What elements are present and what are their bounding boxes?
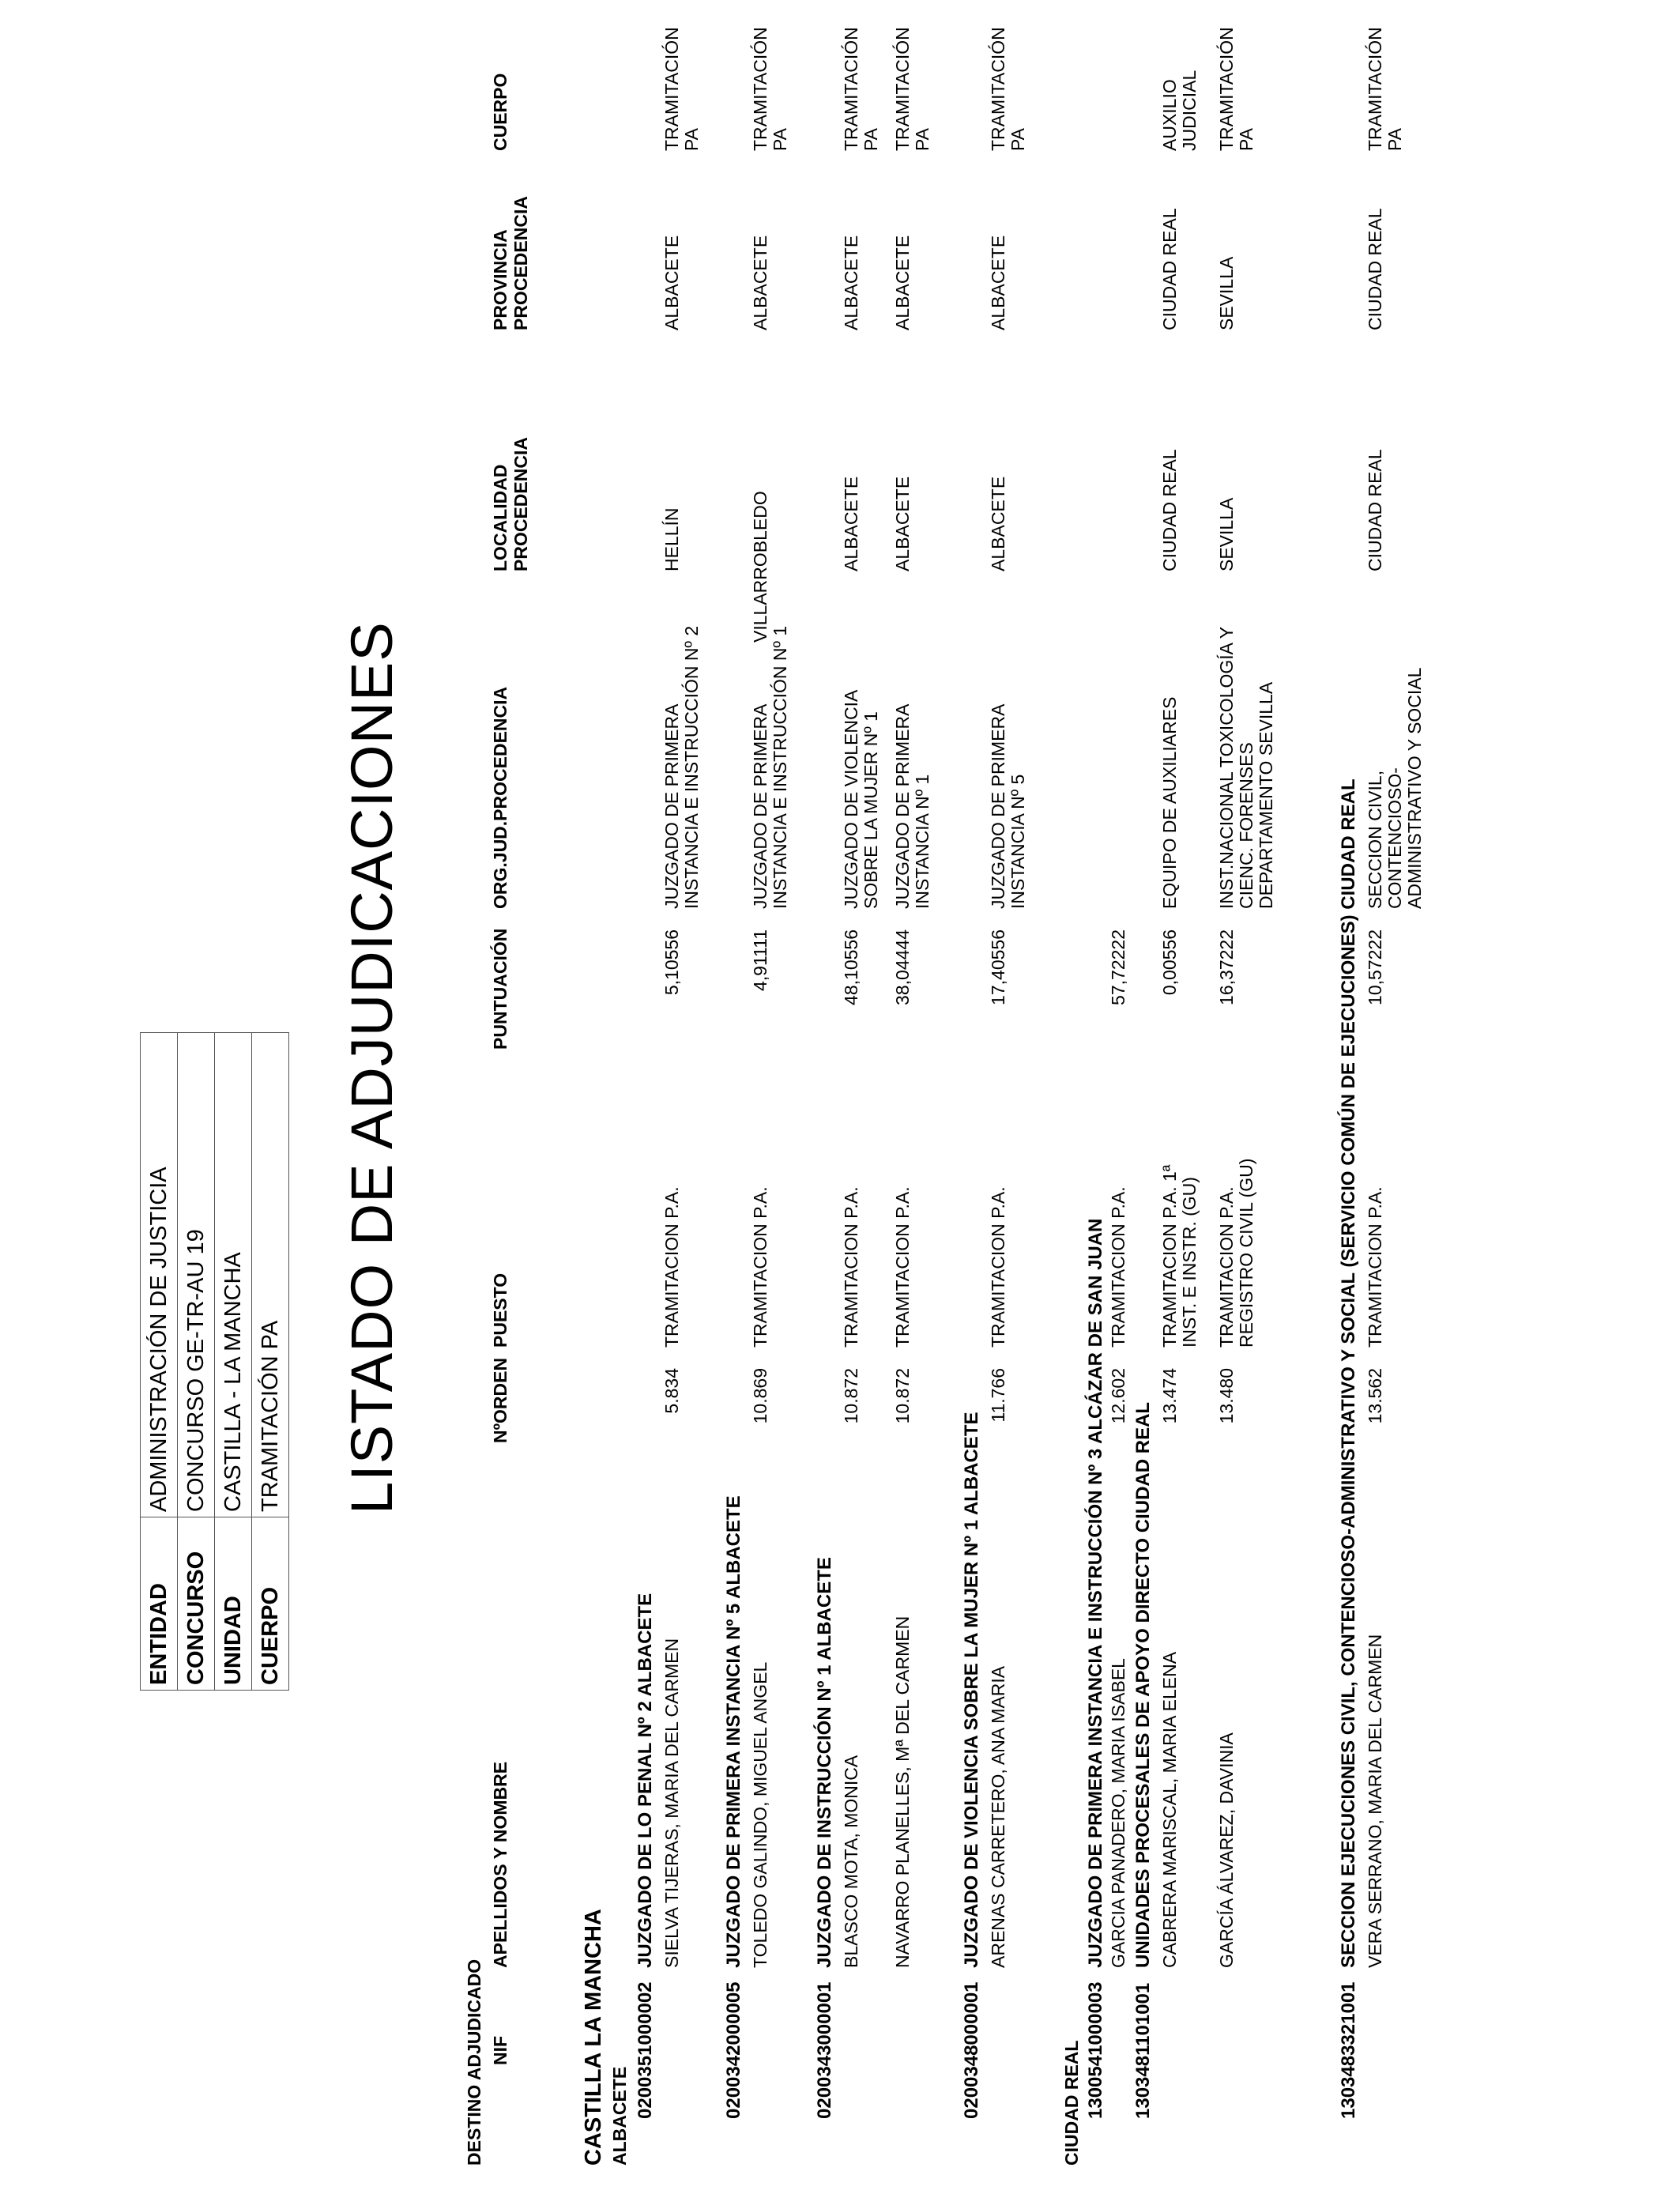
cell-provincia: ALBACETE (841, 235, 861, 330)
cell-puntuacion: 4,91111 (750, 929, 770, 992)
cell-puntuacion: 48,10556 (841, 929, 861, 1005)
cell-org-line: SOBRE LA MUJER Nº 1 (861, 711, 881, 909)
destination-code: 1303481101001 (1132, 1982, 1154, 2119)
cell-localidad: HELLÍN (661, 507, 682, 571)
info-row (252, 1033, 289, 1691)
info-table (140, 1032, 289, 1691)
cell-puntuacion: 0,00556 (1159, 929, 1180, 996)
cell-cuerpo (893, 27, 932, 151)
info-label: CONCURSO (178, 1517, 215, 1691)
province-heading: ALBACETE (609, 2066, 630, 2166)
header-org: ORG.JUD.PROCEDENCIA (490, 686, 510, 909)
destination-name: JUZGADO DE PRIMERA INSTANCIA E INSTRUCCIÓN Nº 3 ALCÁZAR DE SAN JUAN (1085, 1218, 1106, 1968)
cell-provincia: ALBACETE (750, 235, 770, 330)
destination-code: 1303483321001 (1338, 1981, 1359, 2119)
cell-localidad: VILLARROBLEDO (750, 491, 770, 643)
cell-orden: 10.872 (841, 1368, 861, 1424)
header-destino: DESTINO ADJUDICADO (464, 1958, 484, 2166)
header-localidad (490, 437, 531, 571)
cell-puesto-line: TRAMITACION P.A. (1108, 1186, 1128, 1348)
cell-localidad: SEVILLA (1216, 497, 1237, 571)
cell-cuerpo-line: TRAMITACIÓN (1365, 27, 1385, 151)
cell-cuerpo-line: TRAMITACIÓN (892, 27, 913, 151)
cell-org (989, 704, 1028, 909)
destination-code: 0200343000001 (814, 1981, 835, 2119)
cell-cuerpo-line: TRAMITACIÓN (988, 27, 1008, 151)
cell-orden: 12.602 (1108, 1368, 1128, 1424)
cell-org-line: SECCION CIVIL, (1365, 770, 1385, 909)
cell-org (1160, 697, 1180, 909)
cell-puntuacion: 57,72222 (1108, 929, 1128, 1005)
cell-nombre: SIELVA TIJERAS, MARIA DEL CARMEN (661, 1638, 682, 1968)
cell-puesto-line: TRAMITACION P.A. (661, 1186, 682, 1348)
cell-org-line: JUZGADO DE PRIMERA (750, 703, 770, 909)
cell-puesto-line: TRAMITACION P.A. 1ª (1159, 1164, 1180, 1348)
cell-puesto-line: TRAMITACION P.A. (750, 1186, 770, 1348)
cell-org-line: INSTANCIA Nº 1 (912, 774, 932, 909)
cell-cuerpo-line: PA (1236, 128, 1256, 151)
info-row (215, 1033, 252, 1691)
cell-org-line: INST.NACIONAL TOXICOLOGÍA Y (1216, 626, 1237, 909)
cell-puesto-line: TRAMITACION P.A. (1216, 1186, 1237, 1348)
page-title: LISTADO DE ADJUDICACIONES (339, 621, 405, 1514)
cell-puesto (751, 1186, 770, 1348)
header-cuerpo: CUERPO (490, 73, 510, 151)
cell-provincia: CIUDAD REAL (1365, 208, 1385, 330)
cell-puntuacion: 17,40556 (988, 929, 1008, 1005)
cell-cuerpo-line: PA (861, 128, 881, 151)
cell-org-line: INSTANCIA E INSTRUCCIÓN Nº 1 (770, 625, 790, 909)
info-label: ENTIDAD (141, 1517, 178, 1691)
cell-provincia: ALBACETE (988, 235, 1008, 330)
cell-cuerpo-line: PA (681, 128, 702, 151)
cell-provincia: SEVILLA (1216, 256, 1237, 330)
cell-org-line: ADMINISTRATIVO Y SOCIAL (1404, 667, 1425, 909)
header-provincia-line2: PROCEDENCIA (510, 196, 531, 330)
cell-localidad: ALBACETE (841, 476, 861, 571)
destination-name: JUZGADO DE INSTRUCCIÓN Nº 1 ALBACETE (814, 1557, 835, 1968)
destination-code: 1300541000003 (1085, 1981, 1106, 2119)
header-localidad-line1: LOCALIDAD (490, 464, 510, 571)
destination-name: SECCION EJECUCIONES CIVIL, CONTENCIOSO-ADMINISTRATIVO Y SOCIAL (SERVICIO COMÚN DE EJECUCIONES) CIUDAD REAL (1338, 778, 1359, 1968)
cell-orden: 13.474 (1159, 1368, 1180, 1424)
destination-code: 0200351000002 (635, 1981, 656, 2119)
cell-cuerpo-line: PA (912, 128, 932, 151)
cell-puntuacion: 16,37222 (1216, 929, 1237, 1005)
cell-localidad: ALBACETE (988, 476, 1008, 571)
cell-puesto-line: REGISTRO CIVIL (GU) (1236, 1158, 1256, 1348)
cell-puntuacion: 38,04444 (892, 929, 913, 1005)
cell-org (893, 704, 932, 909)
cell-cuerpo-line: AUXILIO (1159, 79, 1180, 151)
header-provincia (490, 196, 531, 330)
info-value: CASTILLA - LA MANCHA (215, 1033, 252, 1517)
info-row (178, 1033, 215, 1691)
cell-puesto (1365, 1186, 1385, 1348)
cell-nombre: GARCIA PANADERO, MARIA ISABEL (1108, 1658, 1128, 1968)
info-value: CONCURSO GE-TR-AU 19 (178, 1033, 215, 1517)
destination-code: 0200348000001 (961, 1981, 982, 2119)
cell-org-line: INSTANCIA Nº 5 (1008, 774, 1028, 909)
header-nif: NIF (490, 2035, 510, 2065)
destination-name: JUZGADO DE LO PENAL Nº 2 ALBACETE (635, 1593, 656, 1968)
cell-nombre: TOLEDO GALINDO, MIGUEL ANGEL (750, 1661, 770, 1968)
cell-nombre: GARCÍA ÁLVAREZ, DAVINIA (1216, 1732, 1237, 1968)
cell-orden: 13.480 (1216, 1368, 1237, 1424)
header-puesto: PUESTO (490, 1272, 510, 1348)
destination-name: UNIDADES PROCESALES DE APOYO DIRECTO CIUDAD REAL (1132, 1401, 1154, 1968)
cell-org (1365, 668, 1425, 909)
region-heading: CASTILLA LA MANCHA (581, 1909, 606, 2166)
info-value: ADMINISTRACIÓN DE JUSTICIA (141, 1033, 178, 1517)
cell-cuerpo-line: PA (1008, 128, 1028, 151)
cell-org-line: CONTENCIOSO- (1384, 767, 1405, 909)
cell-org (1217, 627, 1276, 909)
cell-localidad: CIUDAD REAL (1159, 449, 1180, 571)
cell-cuerpo (1160, 70, 1200, 151)
province-heading: CIUDAD REAL (1061, 2040, 1082, 2166)
cell-org-line: INSTANCIA E INSTRUCCIÓN Nº 2 (681, 625, 702, 909)
destination-code: 0200342000005 (723, 1981, 744, 2119)
cell-nombre: NAVARRO PLANELLES, Mª DEL CARMEN (892, 1615, 913, 1968)
cell-cuerpo-line: JUDICIAL (1179, 70, 1200, 151)
cell-org-line: JUZGADO DE PRIMERA (661, 703, 682, 909)
info-row (141, 1033, 178, 1691)
cell-cuerpo-line: TRAMITACIÓN (750, 27, 770, 151)
cell-puesto (893, 1186, 913, 1348)
cell-puntuacion: 5,10556 (661, 929, 682, 996)
cell-cuerpo (662, 27, 702, 151)
cell-nombre: VERA SERRANO, MARIA DEL CARMEN (1365, 1634, 1385, 1968)
cell-localidad: ALBACETE (892, 476, 913, 571)
cell-org-line: CIENC. FORENSES (1236, 742, 1256, 909)
cell-provincia: CIUDAD REAL (1159, 208, 1180, 330)
cell-cuerpo (1217, 27, 1256, 151)
info-label: CUERPO (252, 1517, 289, 1691)
header-orden: NºORDEN (490, 1357, 510, 1443)
info-label: UNIDAD (215, 1517, 252, 1691)
cell-orden: 13.562 (1365, 1368, 1385, 1424)
cell-provincia: ALBACETE (661, 235, 682, 330)
info-value: TRAMITACIÓN PA (252, 1033, 289, 1517)
cell-cuerpo-line: TRAMITACIÓN (841, 27, 861, 151)
cell-puesto (1217, 1159, 1256, 1348)
cell-localidad: CIUDAD REAL (1365, 449, 1385, 571)
cell-puesto (1160, 1165, 1200, 1348)
cell-cuerpo-line: TRAMITACIÓN (1216, 27, 1237, 151)
cell-nombre: BLASCO MOTA, MONICA (841, 1755, 861, 1968)
cell-org (842, 690, 881, 909)
cell-puesto-line: TRAMITACION P.A. (841, 1186, 861, 1348)
cell-puesto (1109, 1186, 1128, 1348)
cell-cuerpo-line: PA (770, 128, 790, 151)
cell-org-line: JUZGADO DE PRIMERA (892, 703, 913, 909)
cell-cuerpo (751, 27, 790, 151)
cell-org-line: JUZGADO DE PRIMERA (988, 703, 1008, 909)
cell-orden: 11.766 (988, 1368, 1008, 1423)
cell-org-line: DEPARTAMENTO SEVILLA (1256, 681, 1276, 909)
cell-org-line: EQUIPO DE AUXILIARES (1159, 696, 1180, 909)
cell-org (751, 626, 790, 909)
cell-org (662, 626, 702, 909)
cell-puesto-line: TRAMITACION P.A. (988, 1186, 1008, 1348)
cell-cuerpo-line: PA (1384, 128, 1405, 151)
header-puntuacion: PUNTUACIÓN (490, 928, 510, 1050)
cell-cuerpo (842, 27, 881, 151)
cell-puesto (842, 1186, 861, 1348)
cell-org-line: JUZGADO DE VIOLENCIA (841, 689, 861, 909)
cell-nombre: ARENAS CARRETERO, ANA MARIA (988, 1665, 1008, 1968)
cell-cuerpo (1365, 27, 1405, 151)
destination-name: JUZGADO DE PRIMERA INSTANCIA Nº 5 ALBACETE (723, 1495, 744, 1968)
cell-cuerpo (989, 27, 1028, 151)
cell-orden: 5.834 (661, 1368, 682, 1414)
cell-puesto (989, 1186, 1008, 1348)
cell-orden: 10.872 (892, 1368, 913, 1424)
cell-provincia: ALBACETE (892, 235, 913, 330)
cell-puesto-line: TRAMITACION P.A. (1365, 1186, 1385, 1348)
cell-puesto (662, 1186, 682, 1348)
destination-name: JUZGADO DE VIOLENCIA SOBRE LA MUJER Nº 1 ALBACETE (961, 1412, 982, 1968)
cell-orden: 10.869 (750, 1368, 770, 1424)
header-localidad-line2: PROCEDENCIA (510, 437, 531, 571)
cell-cuerpo-line: TRAMITACIÓN (661, 27, 682, 151)
cell-puesto-line: TRAMITACION P.A. (892, 1186, 913, 1348)
header-provincia-line1: PROVINCIA (490, 229, 510, 330)
cell-nombre: CABRERA MARISCAL, MARIA ELENA (1159, 1651, 1180, 1968)
cell-puesto-line: INST. E INSTR. (GU) (1179, 1177, 1200, 1348)
header-nombre: APELLIDOS Y NOMBRE (490, 1761, 510, 1968)
cell-puntuacion: 10,57222 (1365, 929, 1385, 1005)
